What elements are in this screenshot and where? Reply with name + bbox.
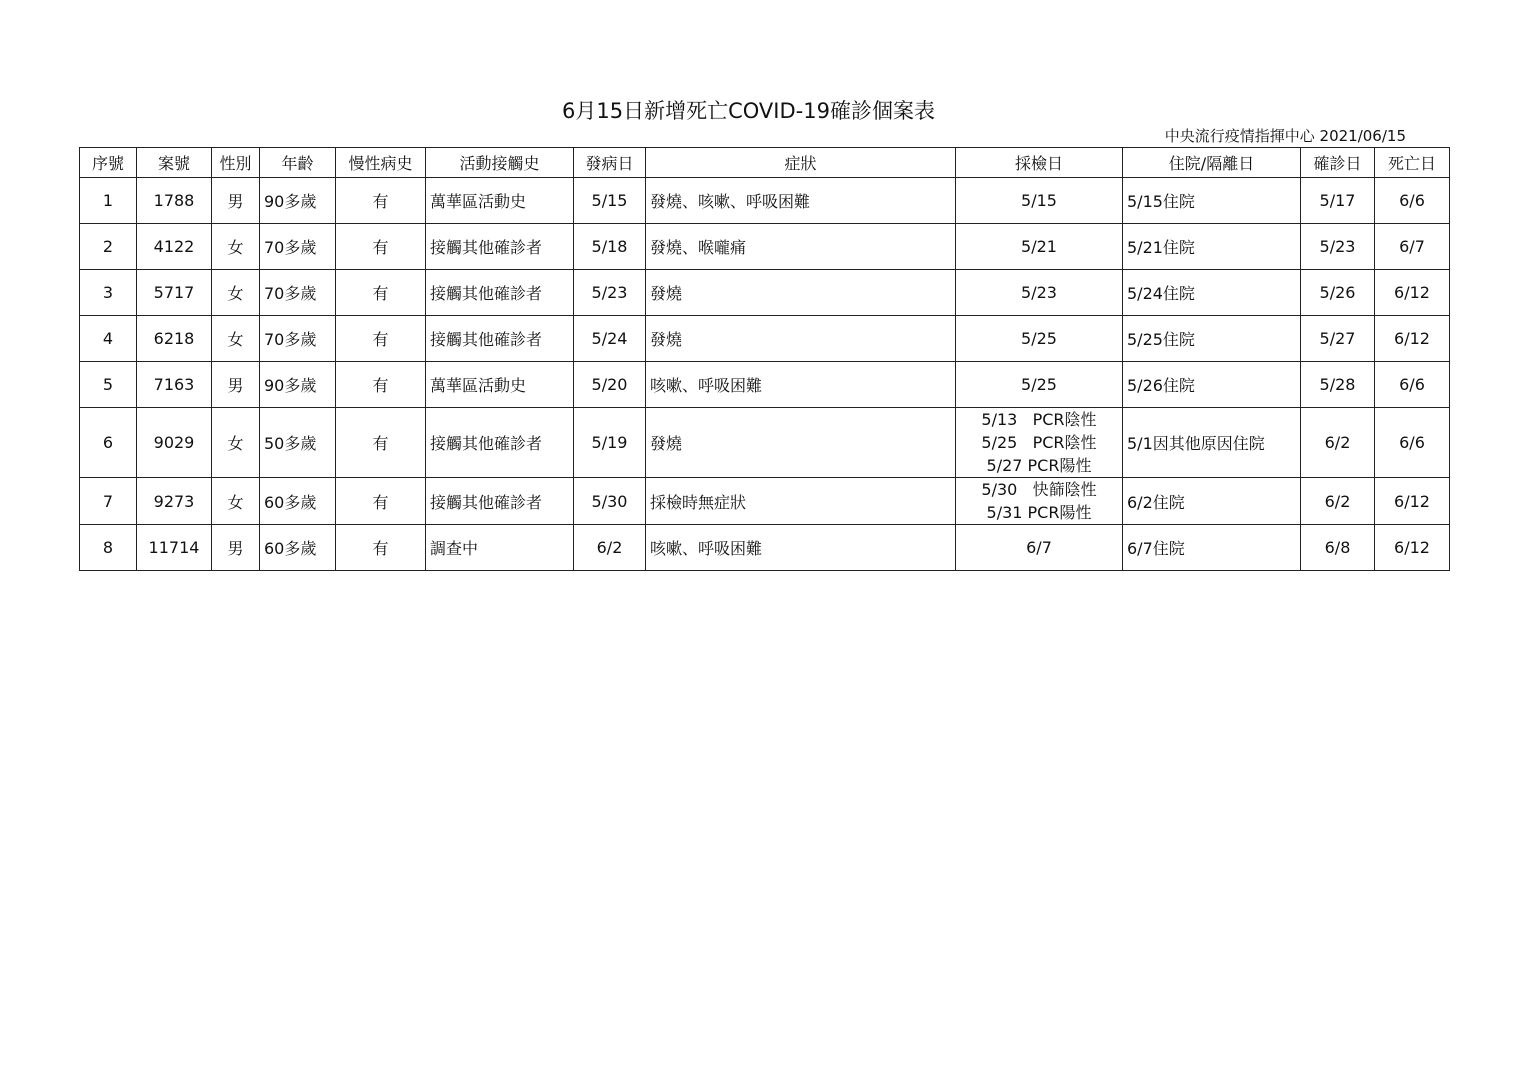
cell-onset: 5/19 [574, 408, 646, 478]
col-header-no: 序號 [80, 148, 137, 178]
table-row [80, 316, 1450, 362]
cell-test [956, 270, 1123, 316]
col-header-symptoms: 症狀 [646, 148, 956, 178]
cell-confirmed: 5/17 [1301, 178, 1375, 224]
cell-age: 60多歲 [260, 478, 336, 525]
cell-hospital: 5/15住院 [1123, 178, 1301, 224]
cell-sex: 男 [212, 525, 260, 571]
cell-contact: 萬華區活動史 [426, 362, 574, 408]
cell-death: 6/12 [1375, 270, 1450, 316]
cell-case: 5717 [137, 270, 212, 316]
cell-no: 7 [80, 478, 137, 525]
cell-no: 5 [80, 362, 137, 408]
cell-no: 2 [80, 224, 137, 270]
cell-confirmed: 5/27 [1301, 316, 1375, 362]
cell-sex: 男 [212, 362, 260, 408]
cell-age: 90多歲 [260, 178, 336, 224]
cell-death: 6/6 [1375, 362, 1450, 408]
cell-chronic: 有 [336, 478, 426, 525]
cell-chronic: 有 [336, 316, 426, 362]
test-line: 5/27 PCR陽性 [986, 456, 1092, 475]
cell-onset: 5/18 [574, 224, 646, 270]
death-cases-table [79, 147, 1450, 571]
cell-contact: 萬華區活動史 [426, 178, 574, 224]
table-row [80, 408, 1450, 478]
cell-contact: 調查中 [426, 525, 574, 571]
cell-chronic: 有 [336, 270, 426, 316]
cell-hospital: 5/25住院 [1123, 316, 1301, 362]
test-line: 5/25 PCR陰性 [981, 433, 1097, 452]
cell-contact: 接觸其他確診者 [426, 316, 574, 362]
cell-death: 6/12 [1375, 478, 1450, 525]
cell-sex: 男 [212, 178, 260, 224]
cell-contact: 接觸其他確診者 [426, 270, 574, 316]
cell-hospital: 6/7住院 [1123, 525, 1301, 571]
cell-case: 4122 [137, 224, 212, 270]
test-line: 5/31 PCR陽性 [986, 503, 1092, 522]
cell-death: 6/7 [1375, 224, 1450, 270]
table-row [80, 478, 1450, 525]
table-row [80, 525, 1450, 571]
cell-confirmed: 5/28 [1301, 362, 1375, 408]
cell-case: 11714 [137, 525, 212, 571]
cell-chronic: 有 [336, 178, 426, 224]
cell-death: 6/6 [1375, 408, 1450, 478]
cell-test [956, 362, 1123, 408]
col-header-case: 案號 [137, 148, 212, 178]
cell-no: 4 [80, 316, 137, 362]
cell-age: 90多歲 [260, 362, 336, 408]
cell-contact: 接觸其他確診者 [426, 224, 574, 270]
test-line: 5/15 [1021, 191, 1057, 210]
col-header-death: 死亡日 [1375, 148, 1450, 178]
cell-age: 70多歲 [260, 224, 336, 270]
cell-onset: 5/15 [574, 178, 646, 224]
col-header-sex: 性別 [212, 148, 260, 178]
table-row [80, 270, 1450, 316]
cell-symptoms: 發燒、咳嗽、呼吸困難 [646, 178, 956, 224]
cell-symptoms: 發燒、喉嚨痛 [646, 224, 956, 270]
cell-confirmed: 5/23 [1301, 224, 1375, 270]
cell-test [956, 316, 1123, 362]
cell-age: 70多歲 [260, 316, 336, 362]
cell-sex: 女 [212, 478, 260, 525]
cell-sex: 女 [212, 270, 260, 316]
test-line: 6/7 [1026, 538, 1052, 557]
header-row [80, 148, 1450, 178]
cell-no: 1 [80, 178, 137, 224]
table-row [80, 362, 1450, 408]
cell-confirmed: 5/26 [1301, 270, 1375, 316]
cell-symptoms: 採檢時無症狀 [646, 478, 956, 525]
cell-no: 8 [80, 525, 137, 571]
cell-test [956, 408, 1123, 478]
cell-contact: 接觸其他確診者 [426, 408, 574, 478]
cell-death: 6/12 [1375, 525, 1450, 571]
cell-test [956, 478, 1123, 525]
test-line: 5/13 PCR陰性 [981, 410, 1097, 429]
cell-age: 50多歲 [260, 408, 336, 478]
col-header-contact: 活動接觸史 [426, 148, 574, 178]
cell-case: 1788 [137, 178, 212, 224]
test-line: 5/30 快篩陰性 [981, 480, 1097, 499]
cell-case: 7163 [137, 362, 212, 408]
cell-symptoms: 咳嗽、呼吸困難 [646, 362, 956, 408]
cell-no: 3 [80, 270, 137, 316]
cell-test [956, 178, 1123, 224]
cell-hospital: 5/1因其他原因住院 [1123, 408, 1301, 478]
cell-chronic: 有 [336, 525, 426, 571]
cell-confirmed: 6/2 [1301, 408, 1375, 478]
cell-confirmed: 6/8 [1301, 525, 1375, 571]
cell-onset: 5/20 [574, 362, 646, 408]
cell-case: 6218 [137, 316, 212, 362]
cell-sex: 女 [212, 316, 260, 362]
cell-onset: 5/30 [574, 478, 646, 525]
cell-chronic: 有 [336, 362, 426, 408]
test-line: 5/25 [1021, 329, 1057, 348]
cell-sex: 女 [212, 224, 260, 270]
table-row [80, 224, 1450, 270]
cell-contact: 接觸其他確診者 [426, 478, 574, 525]
cell-death: 6/12 [1375, 316, 1450, 362]
cell-chronic: 有 [336, 224, 426, 270]
cell-symptoms: 咳嗽、呼吸困難 [646, 525, 956, 571]
test-line: 5/25 [1021, 375, 1057, 394]
cell-case: 9029 [137, 408, 212, 478]
cell-symptoms: 發燒 [646, 408, 956, 478]
table-row [80, 178, 1450, 224]
cell-test [956, 224, 1123, 270]
source-and-date: 中央流行疫情指揮中心 2021/06/15 [1164, 127, 1406, 145]
col-header-age: 年齡 [260, 148, 336, 178]
cell-age: 60多歲 [260, 525, 336, 571]
cell-onset: 6/2 [574, 525, 646, 571]
cell-confirmed: 6/2 [1301, 478, 1375, 525]
cell-chronic: 有 [336, 408, 426, 478]
col-header-hospital: 住院/隔離日 [1123, 148, 1301, 178]
cell-age: 70多歲 [260, 270, 336, 316]
cell-test [956, 525, 1123, 571]
document-title: 6月15日新增死亡COVID-19確診個案表 [562, 99, 935, 123]
cell-hospital: 5/21住院 [1123, 224, 1301, 270]
cell-hospital: 6/2住院 [1123, 478, 1301, 525]
cell-onset: 5/23 [574, 270, 646, 316]
col-header-test: 採檢日 [956, 148, 1123, 178]
col-header-onset: 發病日 [574, 148, 646, 178]
cell-hospital: 5/26住院 [1123, 362, 1301, 408]
col-header-chronic: 慢性病史 [336, 148, 426, 178]
cell-hospital: 5/24住院 [1123, 270, 1301, 316]
cell-death: 6/6 [1375, 178, 1450, 224]
col-header-confirmed: 確診日 [1301, 148, 1375, 178]
cell-case: 9273 [137, 478, 212, 525]
test-line: 5/21 [1021, 237, 1057, 256]
cell-no: 6 [80, 408, 137, 478]
cell-symptoms: 發燒 [646, 316, 956, 362]
cell-symptoms: 發燒 [646, 270, 956, 316]
test-line: 5/23 [1021, 283, 1057, 302]
cell-onset: 5/24 [574, 316, 646, 362]
cell-sex: 女 [212, 408, 260, 478]
